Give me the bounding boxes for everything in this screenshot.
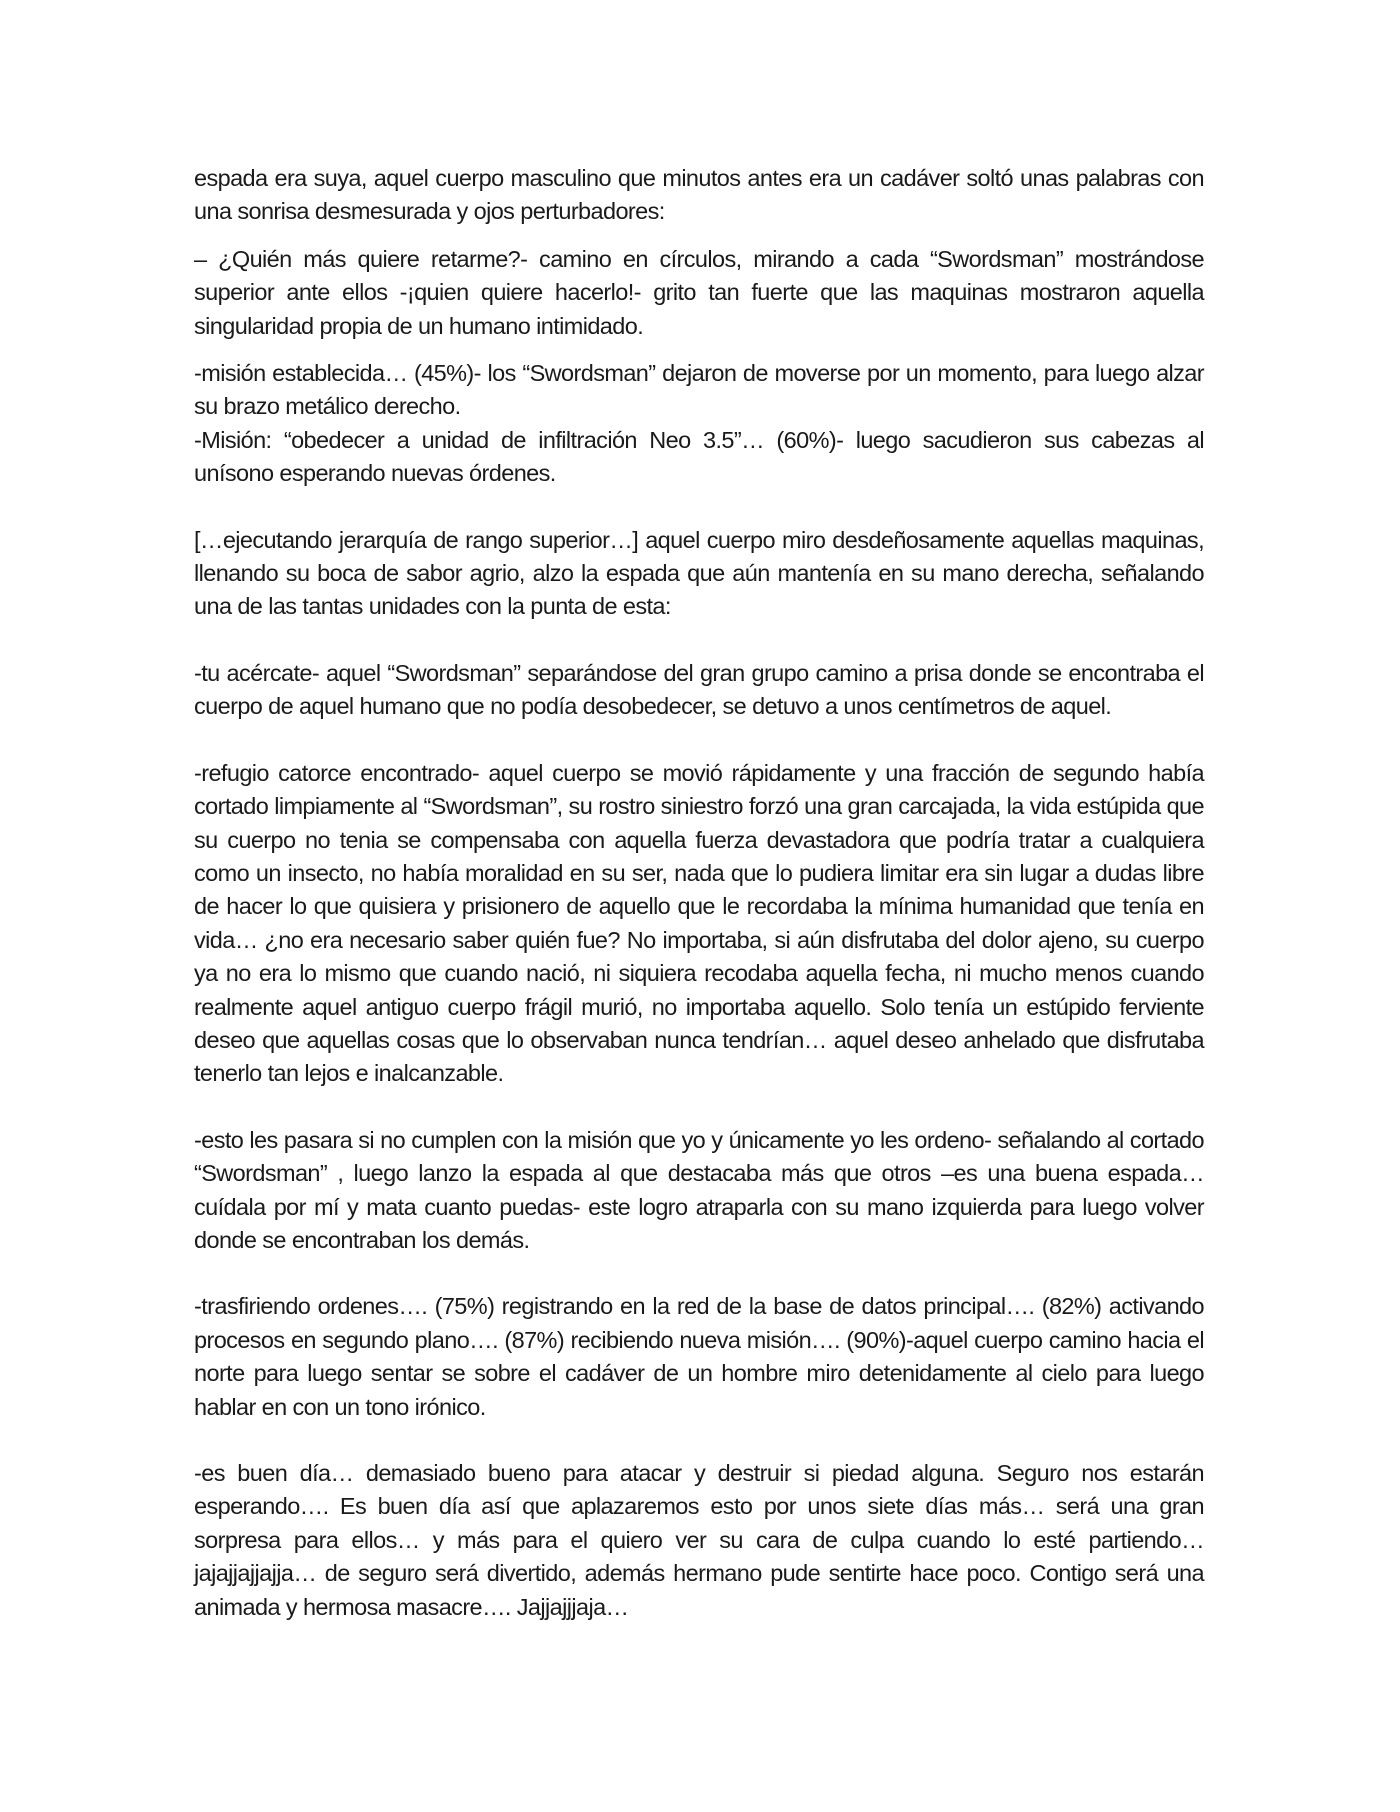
paragraph-1: espada era suya, aquel cuerpo masculino que minutos antes era un cadáver soltó unas palabras con una sonrisa desmesurada y ojos perturbadores: bbox=[194, 165, 1204, 225]
paragraph-10: -es buen día… demasiado bueno para atacar y destruir si piedad alguna. Seguro nos estarán esperando…. Es buen día así que aplazaremos esto por unos siete días más… será una gran sorpresa para ellos… y más para el quiero ver su cara de culpa cuando lo esté partiendo… jajajjajjajja… de seguro será divertido, además hermano pude sentirte hace poco. Contigo será una animada y hermosa masacre…. Jajjajjjaja… bbox=[194, 1460, 1204, 1620]
document-body bbox=[194, 162, 1204, 1624]
paragraph-6: -tu acércate- aquel “Swordsman” separándose del gran grupo camino a prisa donde se encontraba el cuerpo de aquel humano que no podía desobedecer, se detuvo a unos centímetros de aquel. bbox=[194, 659, 1204, 720]
paragraph-8: -esto les pasara si no cumplen con la misión que yo y únicamente yo les ordeno- señalando al cortado “Swordsman” , luego lanzo la espada al que destacaba más que otros –es una buena espada… cuídala por mí y mata cuanto puedas- este logro atraparla con su mano izquierda para luego volver donde se encontraban los demás. bbox=[194, 1126, 1204, 1253]
paragraph-9: -trasfiriendo ordenes…. (75%) registrando en la red de la base de datos principal…. (82%) activando procesos en segundo plano…. (87%) recibiendo nueva misión…. (90%)-aquel cuerpo camino hacia el norte para luego sentar se sobre el cadáver de un hombre miro detenidamente al cielo para luego hablar en con un tono irónico. bbox=[194, 1293, 1204, 1420]
paragraph-3: -misión establecida… (45%)- los “Swordsman” dejaron de moverse por un momento, para luego alzar su brazo metálico derecho. bbox=[194, 360, 1204, 420]
paragraph-2: – ¿Quién más quiere retarme?- camino en círculos, mirando a cada “Swordsman” mostrándose superior ante ellos -¡quien quiere hacerlo!- grito tan fuerte que las maquinas mostraron aquella singularidad propia de un humano intimidado. bbox=[194, 245, 1204, 339]
paragraph-7: -refugio catorce encontrado- aquel cuerpo se movió rápidamente y una fracción de segundo había cortado limpiamente al “Swordsman”, su rostro siniestro forzó una gran carcajada, la vida estúpida que su cuerpo no tenia se compensaba con aquella fuerza devastadora que podría tratar a cualquiera como un insecto, no había moralidad en su ser, nada que lo pudiera limitar era sin lugar a dudas libre de hacer lo que quisiera y prisionero de aquello que le recordaba la mínima humanidad que tenía en vida… ¿no era necesario saber quién fue? No importaba, si aún disfrutaba del dolor ajeno, su cuerpo ya no era lo mismo que cuando nació, ni siquiera recodaba aquella fecha, ni mucho menos cuando realmente aquel antiguo cuerpo frágil murió, no importaba aquello. Solo tenía un estúpido ferviente deseo que aquellas cosas que lo observaban nunca tendrían… aquel deseo anhelado que disfrutaba tenerlo tan lejos e inalcanzable. bbox=[194, 759, 1204, 1087]
paragraph-4: -Misión: “obedecer a unidad de infiltración Neo 3.5”… (60%)- luego sacudieron sus cabezas al unísono esperando nuevas órdenes. bbox=[194, 426, 1204, 487]
paragraph-5: […ejecutando jerarquía de rango superior…] aquel cuerpo miro desdeñosamente aquellas maquinas, llenando su boca de sabor agrio, alzo la espada que aún mantenía en su mano derecha, señalando una de las tantas unidades con la punta de esta: bbox=[194, 526, 1204, 620]
